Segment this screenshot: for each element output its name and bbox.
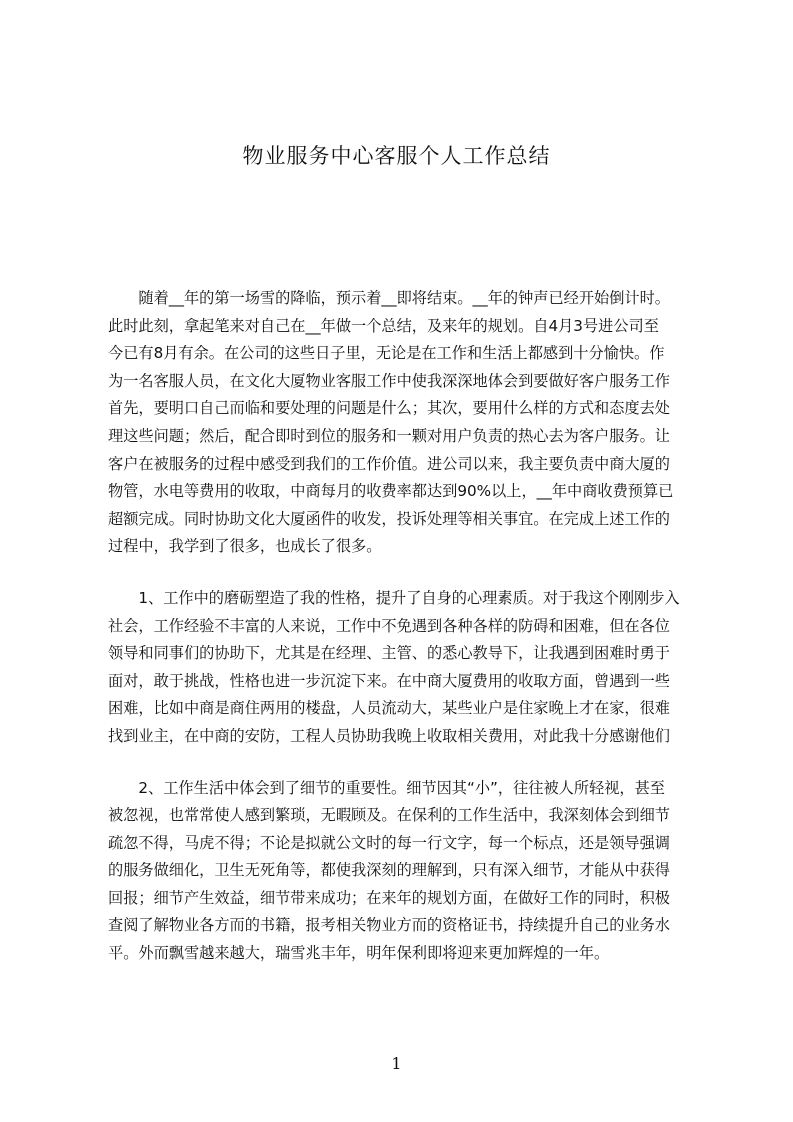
paragraph-point-1 — [108, 585, 698, 751]
text-line: 客户在被服务的过程中感受到我们的工作价值。进公司以来，我主要负责中商大厦的 — [108, 454, 670, 473]
text-line: 回报；细节产生效益，细节带来成功；在来年的规划方面，在做好工作的同时，积极 — [108, 888, 670, 907]
document-title: 物业服务中心客服个人工作总结 — [242, 144, 551, 168]
text-line: 1、工作中的磨砺塑造了我的性格，提升了自身的心理素质。对于我这个刚刚步入 — [138, 588, 680, 607]
text-line: 的服务做细化，卫生无死角等，都使我深刻的理解到，只有深入细节，才能从中获得 — [108, 861, 670, 880]
paragraph-point-2 — [108, 775, 698, 968]
text-line: 超额完成。同时协助文化大厦函件的收发，投诉处理等相关事宜。在完成上述工作的 — [108, 509, 670, 528]
text-line: 此时此刻，拿起笔来对自己在__年做一个总结，及来年的规划。自4月3号进公司至 — [108, 316, 659, 335]
text-line: 今已有8月有余。在公司的这些日子里，无论是在工作和生活上都感到十分愉快。作 — [108, 344, 665, 363]
text-line: 为一名客服人员，在文化大厦物业客服工作中使我深深地体会到要做好客户服务工作 — [108, 371, 670, 390]
text-line: 领导和同事们的协助下，尤其是在经理、主管、的悉心教导下，让我遇到困难时勇于 — [108, 644, 670, 663]
text-line: 疏忽不得，马虎不得；不论是拟就公文时的每一行文字，每一个标点，还是领导强调 — [108, 833, 670, 852]
text-line: 社会，工作经验不丰富的人来说，工作中不免遇到各种各样的防碍和困难，但在各位 — [108, 616, 670, 635]
text-line: 面对，敢于挑战，性格也进一步沉淀下来。在中商大厦费用的收取方面，曾遇到一些 — [108, 671, 670, 690]
text-line: 随着__年的第一场雪的降临，预示着__即将结束。__年的钟声已经开始倒计时。 — [138, 289, 670, 307]
paragraph-intro — [108, 285, 698, 561]
text-line: 理这些问题；然后，配合即时到位的服务和一颗对用户负责的热心去为客户服务。让 — [108, 426, 670, 445]
text-line: 困难，比如中商是商住两用的楼盘，人员流动大，某些业户是住家晚上才在家，很难 — [108, 699, 670, 718]
text-line: 找到业主，在中商的安防，工程人员协助我晚上收取相关费用，对此我十分感谢他们 — [108, 726, 670, 745]
document-body — [108, 285, 698, 992]
text-line: 查阅了解物业各方而的书籍，报考相关物业方而的资格证书，持续提升自己的业务水 — [108, 916, 670, 935]
page-number: 1 — [391, 1054, 402, 1073]
text-line: 物管，水电等费用的收取，中商每月的收费率都达到90%以上，__年中商收费预算已 — [108, 482, 674, 501]
text-line: 平。外而飘雪越来越大，瑞雪兆丰年，明年保利即将迎来更加辉煌的一年。 — [108, 944, 610, 963]
text-line: 2、工作生活中体会到了细节的重要性。细节因其“小”，往往被人所轻视，甚至 — [138, 778, 665, 797]
text-line: 过程中，我学到了很多，也成长了很多。 — [108, 537, 382, 556]
text-line: 首先，要明口自己而临和要处理的问题是什么；其次，要用什么样的方式和态度去处 — [108, 399, 670, 418]
text-line: 被忽视，也常常使人感到繁琐，无暇顾及。在保利的工作生活中，我深刻体会到细节 — [108, 806, 670, 825]
